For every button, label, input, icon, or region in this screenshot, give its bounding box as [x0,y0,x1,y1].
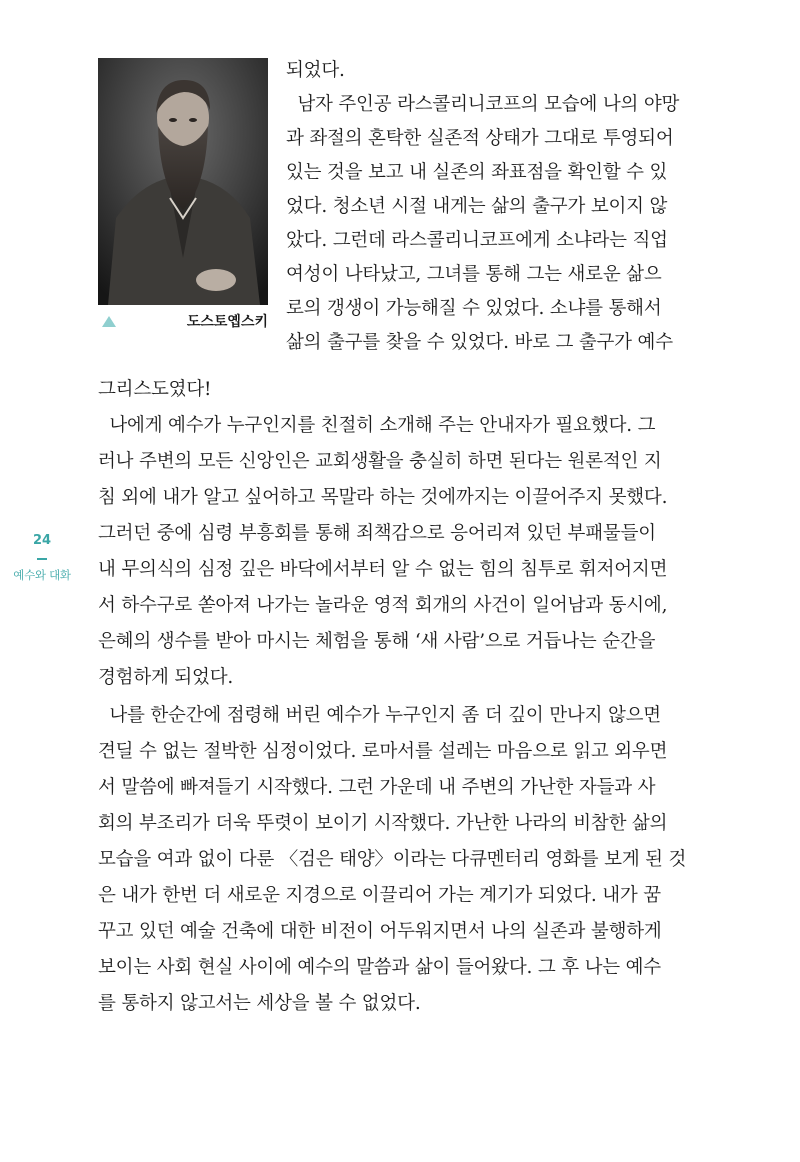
text-line: 았다. 그런데 라스콜리니코프에게 소냐라는 직업 [286,230,668,251]
text-line: 모습을 여과 없이 다룬 〈검은 태양〉이라는 다큐멘터리 영화를 보게 된 것 [98,849,687,870]
text-line: 서 하수구로 쏟아져 나가는 놀라운 영적 회개의 사건이 일어남과 동시에, [98,595,668,616]
text-line: 보이는 사회 현실 사이에 예수의 말씀과 삶이 들어왔다. 그 후 나는 예수 [98,957,661,978]
text-line: 경험하게 되었다. [98,667,234,688]
text-line: 남자 주인공 라스콜리니코프의 모습에 나의 야망 [286,94,680,115]
text-line: 견딜 수 없는 절박한 심정이었다. 로마서를 설레는 마음으로 읽고 외우면 [98,741,668,762]
text-line: 과 좌절의 혼탁한 실존적 상태가 그대로 투영되어 [286,128,674,149]
text-line: 꾸고 있던 예술 건축에 대한 비전이 어두워지면서 나의 실존과 불행하게 [98,921,662,942]
text-line: 서 말씀에 빠져들기 시작했다. 그런 가운데 내 주변의 가난한 자들과 사 [98,777,656,798]
text-line: 회의 부조리가 더욱 뚜렷이 보이기 시작했다. 가난한 나라의 비참한 삶의 [98,813,668,834]
text-line: 를 통하지 않고서는 세상을 볼 수 없었다. [98,993,421,1014]
triangle-up-icon [102,316,116,327]
running-title: 예수와 대화 [13,568,71,582]
portrait-photo [98,58,268,305]
text-line: 침 외에 내가 알고 싶어하고 목말라 하는 것에까지는 이끌어주지 못했다. [98,487,668,508]
text-line: 있는 것을 보고 내 실존의 좌표점을 확인할 수 있 [286,162,668,183]
text-line: 나를 한순간에 점령해 버린 예수가 누구인지 좀 더 깊이 만나지 않으면 [98,705,661,726]
text-line: 그러던 중에 심령 부흥회를 통해 죄책감으로 응어리져 있던 부패물들이 [98,523,656,544]
text-line: 나에게 예수가 누구인지를 친절히 소개해 주는 안내자가 필요했다. 그 [98,415,656,436]
text-line: 은 내가 한번 더 새로운 지경으로 이끌리어 가는 계기가 되었다. 내가 꿈 [98,885,661,906]
text-line: 삶의 출구를 찾을 수 있었다. 바로 그 출구가 예수 [286,332,673,353]
text-line: 여성이 나타났고, 그녀를 통해 그는 새로운 삶으 [286,264,662,285]
text-line: 었다. 청소년 시절 내게는 삶의 출구가 보이지 않 [286,196,668,217]
text-line: 은혜의 생수를 받아 마시는 체험을 통해 ‘새 사람’으로 거듭나는 순간을 [98,631,656,652]
text-line: 러나 주변의 모든 신앙인은 교회생활을 충실히 하면 된다는 원론적인 지 [98,451,662,472]
caption-text: 도스토옙스키 [186,314,268,330]
text-line: 그리스도였다! [98,379,212,400]
text-line: 되었다. [286,60,345,81]
photo-caption [98,312,270,334]
text-line: 내 무의식의 심정 깊은 바닥에서부터 알 수 없는 힘의 침투로 휘저어지면 [98,559,668,580]
text-line: 로의 갱생이 가능해질 수 있었다. 소냐를 통해서 [286,298,662,319]
page-number: 24 [32,533,52,548]
page-number-divider [37,558,47,560]
